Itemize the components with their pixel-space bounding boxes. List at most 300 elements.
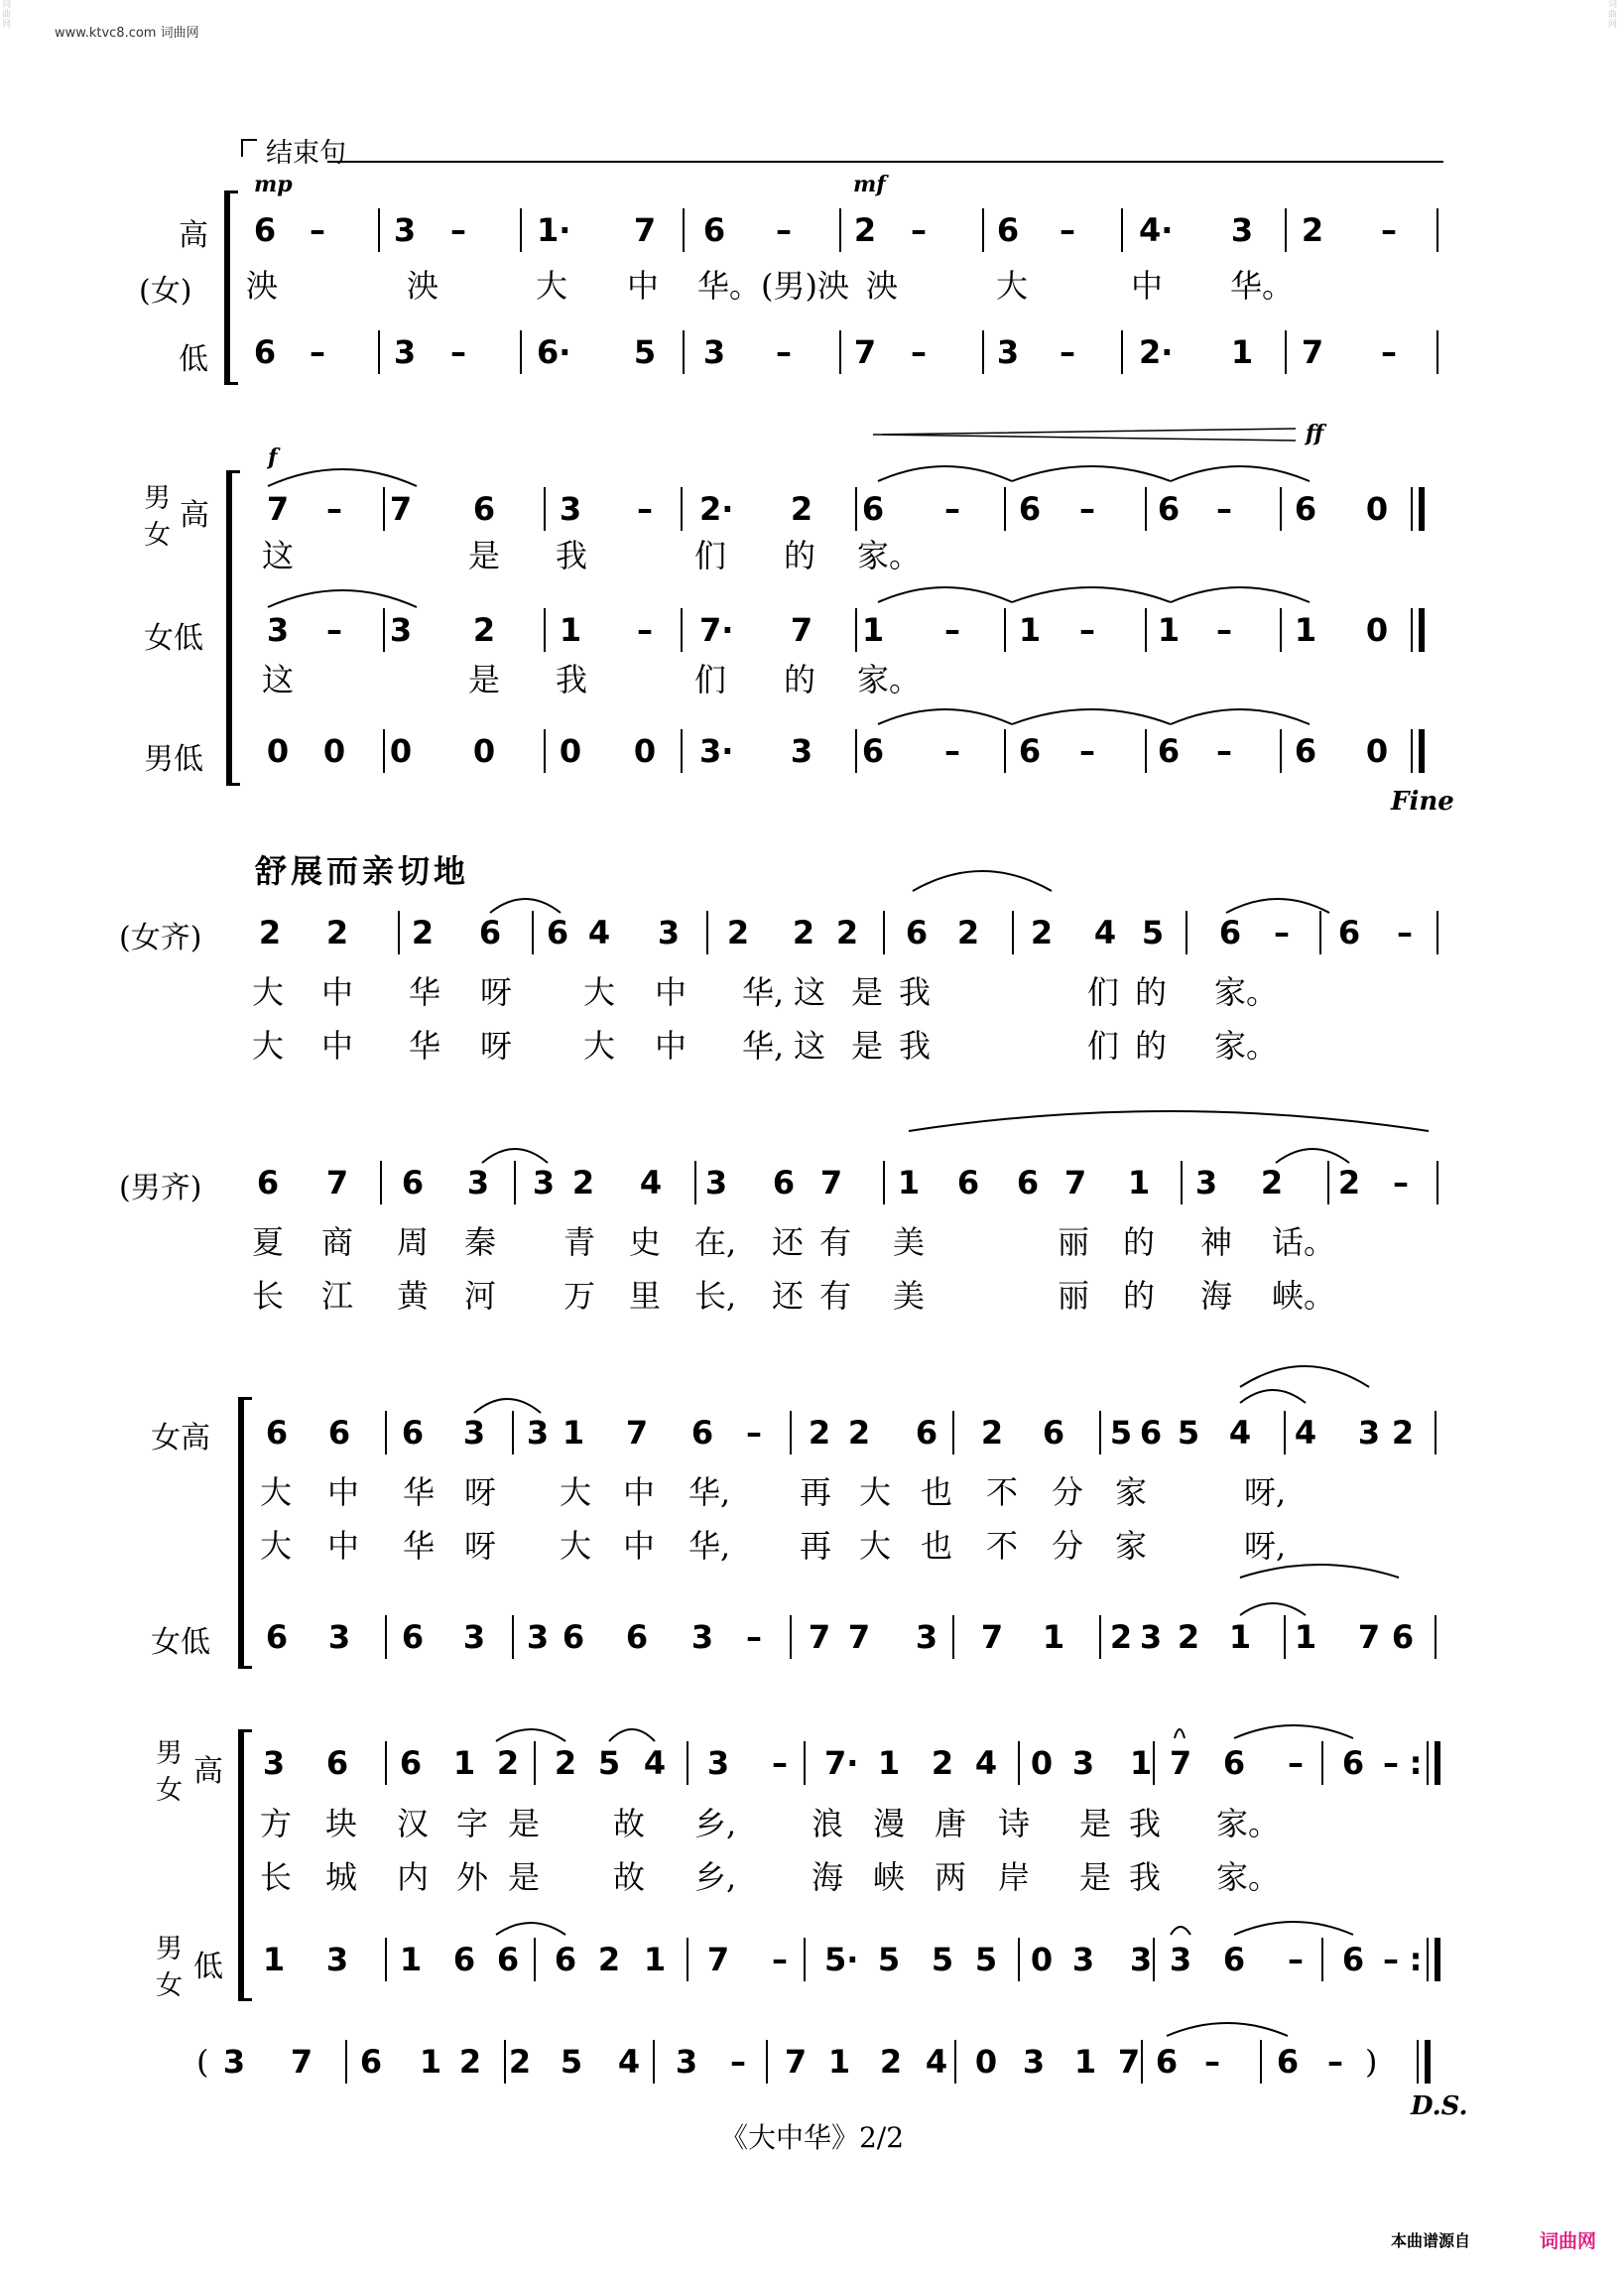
note: 5 [560, 2043, 583, 2081]
barline [1284, 1411, 1286, 1455]
lyric: 的 [1123, 1277, 1156, 1315]
note: 5· [824, 1941, 859, 1978]
note: 3 [996, 333, 1020, 371]
note: 7 [1117, 2043, 1141, 2081]
note: 6 [1276, 2043, 1300, 2081]
label-male-unison: (男齐) [119, 1171, 202, 1205]
notes-high [0, 489, 1624, 529]
label-female-low: 女低 [151, 1625, 210, 1660]
note: 6 [956, 1164, 980, 1202]
note: 4 [617, 2043, 641, 2081]
barline [883, 1161, 885, 1204]
note: 5 [633, 333, 657, 371]
slur [1175, 1729, 1185, 1738]
lyric: 华, [742, 973, 785, 1011]
lyric: 中 [327, 1527, 360, 1565]
notes [0, 913, 1624, 952]
lyric: 商 [321, 1223, 354, 1261]
note: 3 [675, 2043, 698, 2081]
note: 3 [1230, 211, 1254, 249]
note: 6 [1018, 732, 1042, 770]
barline [383, 729, 385, 773]
note: – [310, 211, 325, 249]
lyric: 话。 [1272, 1223, 1336, 1261]
final-barline [1435, 1938, 1440, 1981]
tie [1167, 2023, 1288, 2036]
note: 7 [706, 1941, 730, 1978]
note: – [310, 333, 325, 371]
barline [681, 487, 683, 531]
barline [855, 729, 857, 773]
lyric: 呀 [480, 1027, 513, 1065]
note: – [776, 333, 792, 371]
lyric: 呀 [480, 973, 513, 1011]
lyric: 神 [1200, 1223, 1233, 1261]
slur [1171, 1927, 1190, 1935]
lyric: 华, [688, 1527, 731, 1565]
lyric: 黄 [397, 1277, 430, 1315]
note: – [1216, 490, 1232, 528]
lyric: 史 [629, 1223, 662, 1261]
tie [1012, 587, 1171, 602]
note: 2 [808, 1414, 831, 1452]
lyric: 是 [851, 973, 884, 1011]
lyric: 汉 [397, 1805, 430, 1842]
lyrics-2 [0, 1026, 1624, 1066]
note: 7 [1063, 1164, 1087, 1202]
note: 1 [262, 1941, 286, 1978]
label-female: 女 [144, 520, 171, 551]
note: 7 [808, 1618, 831, 1656]
note: 1 [1294, 611, 1317, 649]
lyric: 丽 [1058, 1277, 1090, 1315]
note: 2 [792, 914, 815, 951]
lyric: 华, [742, 1027, 785, 1065]
lyric: 也 [921, 1473, 953, 1511]
lyric: 我 [899, 973, 932, 1011]
lyric: 家。 [1216, 1858, 1281, 1896]
tie [496, 1729, 565, 1741]
note: – [772, 1744, 788, 1782]
tie [268, 469, 417, 486]
lyric: 城 [325, 1858, 358, 1896]
lyric: 中 [1131, 267, 1164, 305]
barline [683, 330, 685, 374]
lyric: 浪 [812, 1805, 844, 1842]
note: 1 [897, 1164, 921, 1202]
barline [681, 729, 683, 773]
lyric: 漫 [873, 1805, 906, 1842]
note: – [1060, 211, 1075, 249]
lyric: 乡, [694, 1805, 737, 1842]
note: 6 [256, 1164, 280, 1202]
note: 0 [1365, 732, 1389, 770]
barline [1437, 911, 1438, 954]
tie [913, 871, 1052, 891]
label-female: 女 [156, 1775, 183, 1806]
note: – [746, 1414, 762, 1452]
lyric: 长, [694, 1277, 737, 1315]
barline [1319, 911, 1321, 954]
tie [490, 899, 561, 913]
lyric: 峡 [873, 1858, 906, 1896]
lyrics-1 [0, 1472, 1624, 1512]
barline [520, 208, 522, 252]
lyric: 华 [409, 973, 441, 1011]
note: 6 [861, 490, 885, 528]
note: 1 [1042, 1618, 1065, 1656]
note: 7 [980, 1618, 1004, 1656]
note: 0 [322, 732, 346, 770]
note: 0 [633, 732, 657, 770]
lyric: 再 [800, 1527, 832, 1565]
notes-high [0, 210, 1624, 250]
note: – [746, 1618, 762, 1656]
barline [398, 911, 400, 954]
note: 6 [399, 1744, 423, 1782]
note: 3 [704, 1164, 728, 1202]
note: 6 [1157, 490, 1181, 528]
lyric: 们 [1087, 973, 1120, 1011]
note: – [1381, 333, 1397, 371]
note: – [1383, 1744, 1399, 1782]
note: 6 [253, 211, 277, 249]
lyric: 有 [819, 1223, 852, 1261]
notes-female-low [0, 1617, 1624, 1657]
barline [512, 1615, 514, 1659]
dynamic-mf: mf [853, 172, 886, 197]
slur [1240, 1366, 1369, 1387]
lyric: 外 [456, 1858, 489, 1896]
note: 5 [931, 1941, 954, 1978]
barline [534, 1938, 536, 1981]
barline [1145, 487, 1147, 531]
lyric: 大 [583, 973, 616, 1011]
lyric: 华。 [1230, 267, 1295, 305]
lyric: 不 [986, 1527, 1019, 1565]
note: 6 [496, 1941, 520, 1978]
tie [496, 1923, 565, 1935]
tempo-marking: 舒展而亲切地 [255, 852, 470, 890]
note: 7· [824, 1744, 859, 1782]
note: 2 [411, 914, 435, 951]
note: – [1060, 333, 1075, 371]
tie [268, 590, 417, 607]
barline [385, 1938, 387, 1981]
barline [952, 1411, 954, 1455]
note: 2 [980, 1414, 1004, 1452]
lyric: 华。(男)泱 [697, 267, 849, 305]
interlude-notes [0, 2042, 1624, 2082]
lyric: 泱 [866, 267, 899, 305]
tie [1276, 1149, 1349, 1163]
note: 2 [1337, 1164, 1361, 1202]
watermark-left: 词曲网 [2, 0, 12, 30]
note: 3 [915, 1618, 938, 1656]
lyric: 分 [1052, 1527, 1084, 1565]
tie [1171, 466, 1310, 481]
site-url[interactable]: www.ktvc8.com 词曲网 [55, 26, 199, 41]
barline [1181, 1161, 1183, 1204]
note: 1 [1018, 611, 1042, 649]
note: 6· [537, 333, 571, 371]
note: 4 [1294, 1414, 1317, 1452]
lyric: 我 [899, 1027, 932, 1065]
lyric: 内 [397, 1858, 430, 1896]
note: 7 [389, 490, 413, 528]
barline [383, 487, 385, 531]
lyric: 家。 [1216, 1805, 1281, 1842]
note: 0 [1365, 611, 1389, 649]
lyrics-2 [0, 1857, 1624, 1897]
note: 0 [1365, 490, 1389, 528]
barline [855, 608, 857, 652]
barline [681, 608, 683, 652]
final-barline [1419, 729, 1425, 773]
lyric: 的 [784, 537, 816, 574]
lyric: 泱 [246, 267, 279, 305]
note: 7 [784, 2043, 808, 2081]
lyric: 两 [935, 1858, 967, 1896]
note: 3 [266, 611, 290, 649]
note: 1 [861, 611, 885, 649]
lyric: 里 [629, 1277, 662, 1315]
note: 6 [905, 914, 929, 951]
note: – [637, 611, 653, 649]
final-barline [1411, 729, 1413, 773]
barline [1121, 208, 1123, 252]
source-logo[interactable]: 词曲网 [1540, 2230, 1597, 2252]
tie [878, 587, 1012, 602]
lyric: 海 [812, 1858, 844, 1896]
label-high: 高 [180, 498, 209, 533]
note: 1 [399, 1941, 423, 1978]
barline [378, 330, 380, 374]
lyric: 们 [694, 661, 727, 698]
lyric: 华 [409, 1027, 441, 1065]
lyric: 美 [893, 1223, 926, 1261]
note: 6 [1016, 1164, 1040, 1202]
note: 6 [1391, 1618, 1415, 1656]
lyric: 大 [536, 267, 568, 305]
note: 2 [1109, 1618, 1133, 1656]
lyric: 方 [260, 1805, 293, 1842]
lyric: 大 [260, 1527, 293, 1565]
note: 3 [690, 1618, 714, 1656]
barline [1285, 208, 1287, 252]
note: – [1079, 611, 1095, 649]
note: 4 [974, 1744, 998, 1782]
note: – [1288, 1744, 1304, 1782]
lyric: 大 [859, 1527, 892, 1565]
barline [512, 1411, 514, 1455]
note: – [911, 333, 927, 371]
barline [532, 911, 534, 954]
label-male: 男 [156, 1738, 183, 1769]
lyric: 中 [623, 1473, 656, 1511]
note: 6 [1222, 1744, 1246, 1782]
barline [1018, 1938, 1020, 1981]
note: – [450, 333, 466, 371]
bracket-line [327, 161, 1443, 163]
tie [609, 1729, 655, 1741]
lyric: 我 [1129, 1805, 1162, 1842]
note: – [911, 211, 927, 249]
note: 2 [258, 914, 282, 951]
note: – [326, 490, 342, 528]
note: 1 [1127, 1164, 1151, 1202]
label-male: 男 [156, 1934, 183, 1964]
lyric: 唐 [935, 1805, 967, 1842]
note: 0 [266, 732, 290, 770]
note: 6 [478, 914, 502, 951]
note: 7 [290, 2043, 313, 2081]
barline [1121, 330, 1123, 374]
barline [380, 1161, 382, 1204]
lyric: 故 [613, 1858, 646, 1896]
barline [1280, 608, 1282, 652]
note: – [1397, 914, 1413, 951]
barline [1284, 1615, 1286, 1659]
note: 6 [546, 914, 569, 951]
note: 6 [625, 1618, 649, 1656]
note: – [1327, 2043, 1343, 2081]
note: 3· [699, 732, 734, 770]
dynamic-mp: mp [254, 172, 293, 197]
barline [1099, 1411, 1101, 1455]
lyric: 是 [508, 1858, 541, 1896]
notes-female-low [0, 610, 1624, 650]
lyric: 江 [321, 1277, 354, 1315]
note: 2 [496, 1744, 520, 1782]
tie [1234, 1922, 1353, 1935]
note: 2 [458, 2043, 482, 2081]
label-male-low: 男低 [144, 742, 203, 777]
note: 1 [452, 1744, 476, 1782]
note: 4 [587, 914, 611, 951]
label-low: 低 [179, 342, 208, 377]
lyric: 我 [556, 537, 588, 574]
note: 2 [554, 1744, 577, 1782]
note: – [326, 611, 342, 649]
lyric: 家。 [1214, 1027, 1279, 1065]
note: 7 [625, 1414, 649, 1452]
lyric: 有 [819, 1277, 852, 1315]
note: 0 [1030, 1744, 1054, 1782]
lyric: 的 [1135, 973, 1168, 1011]
tie [1226, 899, 1329, 913]
note: 1 [1129, 1744, 1153, 1782]
lyric: 大 [859, 1473, 892, 1511]
lyric: 呀, [1244, 1473, 1287, 1511]
note: 6 [265, 1414, 289, 1452]
final-barline [1411, 487, 1413, 531]
note: 3 [262, 1744, 286, 1782]
page-footer: 《大中华》2/2 [719, 2121, 905, 2154]
lyrics-1 [0, 1222, 1624, 1262]
note: 3 [462, 1618, 486, 1656]
notes [0, 1163, 1624, 1202]
note: 6 [1222, 1941, 1246, 1978]
barline [1145, 608, 1147, 652]
lyric: 秦 [464, 1223, 497, 1261]
note: 7 [266, 490, 290, 528]
lyric: 这 [262, 661, 295, 698]
note: 1 [1228, 1618, 1252, 1656]
note: – [1216, 732, 1232, 770]
lyric: 还 [772, 1277, 805, 1315]
lyrics-2 [0, 1526, 1624, 1566]
lyric: 是 [1079, 1858, 1112, 1896]
barline [839, 208, 841, 252]
paren-open: ( [196, 2043, 209, 2081]
note: 3 [1194, 1164, 1218, 1202]
barline [883, 911, 885, 954]
barline [1437, 330, 1438, 374]
lyric: 华 [403, 1473, 436, 1511]
barline [694, 1161, 696, 1204]
note: 3 [462, 1414, 486, 1452]
lyric: 长 [252, 1277, 285, 1315]
lyric: 夏 [252, 1223, 285, 1261]
note: 3 [1357, 1414, 1381, 1452]
lyric: 的 [1135, 1027, 1168, 1065]
note: 1 [1230, 333, 1254, 371]
label-high: 高 [193, 1754, 223, 1789]
note: 0 [389, 732, 413, 770]
note: 6 [401, 1164, 425, 1202]
lyric: 万 [563, 1277, 596, 1315]
lyric: 长 [260, 1858, 293, 1896]
note: 1 [1157, 611, 1181, 649]
watermark-right: 词曲网 [1608, 0, 1618, 30]
lyric: 丽 [1058, 1223, 1090, 1261]
lyric: 块 [325, 1805, 358, 1842]
tie [1012, 709, 1171, 724]
lyric: 峡。 [1272, 1277, 1336, 1315]
bracket-line [241, 139, 243, 157]
lyric: 中 [627, 267, 660, 305]
note: 2 [325, 914, 349, 951]
barline [1004, 729, 1006, 773]
final-barline [1419, 487, 1425, 531]
note: – [944, 611, 960, 649]
note: 7· [699, 611, 734, 649]
barline [1435, 1615, 1437, 1659]
lyric: 泱 [407, 267, 439, 305]
barline [385, 1741, 387, 1785]
paren-close: ) [1365, 2043, 1378, 2081]
dynamic-f: f [268, 444, 278, 470]
note: 7 [790, 611, 813, 649]
barline [1141, 2040, 1143, 2084]
lyrics-1 [0, 972, 1624, 1012]
note: 0 [559, 732, 582, 770]
note: – [1393, 1164, 1409, 1202]
repeat-dots: : [1409, 1744, 1423, 1782]
note: 4 [1228, 1414, 1252, 1452]
lyric: 大 [996, 267, 1029, 305]
barline [1004, 487, 1006, 531]
note: 1 [1294, 1618, 1317, 1656]
label-low: 低 [193, 1950, 223, 1984]
note: 2 [956, 914, 980, 951]
note: 1 [643, 1941, 667, 1978]
barline [544, 729, 546, 773]
lyric: 是 [508, 1805, 541, 1842]
barline [385, 1615, 387, 1659]
barline [706, 911, 708, 954]
